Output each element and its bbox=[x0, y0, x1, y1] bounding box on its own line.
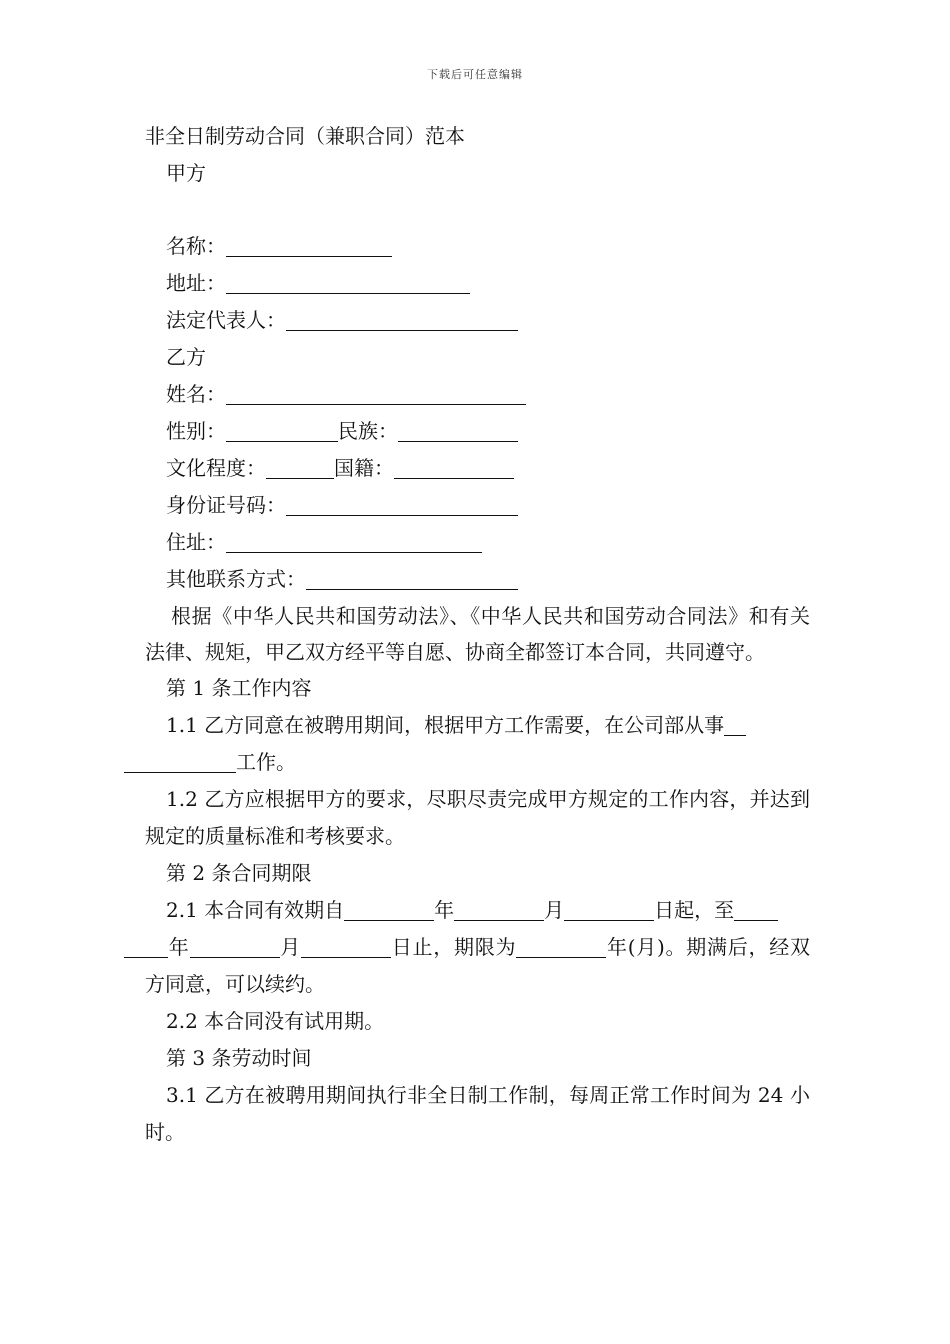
year-label-2: 年 bbox=[168, 935, 190, 959]
party-a-legal-rep-blank[interactable] bbox=[286, 308, 518, 331]
term-blank[interactable] bbox=[516, 935, 606, 958]
article-2-1-paragraph bbox=[145, 892, 810, 1003]
month-label-2: 月 bbox=[279, 935, 301, 959]
party-b-gender-label: 性别： bbox=[166, 419, 226, 443]
party-a-legal-rep-row bbox=[145, 302, 810, 339]
article-1-1-blank-a[interactable] bbox=[724, 713, 746, 736]
end-year-blank-a[interactable] bbox=[734, 898, 778, 921]
article-3-1-paragraph: 3.1 乙方在被聘用期间执行非全日制工作制，每周正常工作时间为 24 小时。 bbox=[145, 1083, 810, 1144]
party-a-name-row bbox=[145, 228, 810, 265]
party-b-id-blank[interactable] bbox=[286, 493, 518, 516]
party-b-contact-label: 其他联系方式： bbox=[166, 567, 306, 591]
party-b-id-label: 身份证号码： bbox=[166, 493, 286, 517]
party-b-education-blank[interactable] bbox=[266, 456, 334, 479]
party-b-id-row bbox=[145, 487, 810, 524]
party-a-address-label: 地址： bbox=[166, 271, 226, 295]
article-2-heading: 第 2 条合同期限 bbox=[166, 861, 312, 885]
article-1-1-suffix: 工作。 bbox=[236, 750, 296, 774]
end-month-blank[interactable] bbox=[190, 935, 280, 958]
party-b-name-blank[interactable] bbox=[226, 382, 526, 405]
start-day-blank[interactable] bbox=[564, 898, 654, 921]
article-1-heading: 第 1 条工作内容 bbox=[166, 676, 312, 700]
article-2-1-text: 2.1 本合同有效期自 bbox=[166, 898, 345, 922]
party-a-heading: 甲方 bbox=[166, 161, 206, 185]
article-2-2-paragraph: 2.2 本合同没有试用期。 bbox=[166, 1009, 385, 1033]
party-a-name-blank[interactable] bbox=[226, 234, 392, 257]
header-note: 下载后可任意编辑 bbox=[427, 68, 523, 81]
party-b-name-row bbox=[145, 376, 810, 413]
party-b-nationality-blank[interactable] bbox=[394, 456, 514, 479]
start-year-blank[interactable] bbox=[344, 898, 434, 921]
party-b-gender-row bbox=[145, 413, 810, 450]
year-label: 年 bbox=[434, 898, 455, 922]
party-b-address-blank[interactable] bbox=[226, 530, 482, 553]
end-year-blank-b[interactable] bbox=[124, 935, 168, 958]
party-a-address-row bbox=[145, 265, 810, 302]
party-b-nationality-label: 国籍： bbox=[334, 456, 394, 480]
party-a-legal-rep-label: 法定代表人： bbox=[166, 308, 286, 332]
article-1-1-paragraph bbox=[145, 707, 810, 781]
party-b-contact-blank[interactable] bbox=[306, 567, 518, 590]
start-month-blank[interactable] bbox=[454, 898, 544, 921]
party-b-address-label: 住址： bbox=[166, 530, 226, 554]
party-b-education-label: 文化程度： bbox=[166, 456, 266, 480]
article-1-1-text: 1.1 乙方同意在被聘用期间，根据甲方工作需要，在公司部从事 bbox=[166, 713, 725, 737]
party-b-name-label: 姓名： bbox=[166, 382, 226, 406]
document-title: 非全日制劳动合同（兼职合同）范本 bbox=[145, 124, 465, 148]
party-b-ethnicity-blank[interactable] bbox=[398, 419, 518, 442]
party-b-gender-blank[interactable] bbox=[226, 419, 338, 442]
article-1-1-blank-b[interactable] bbox=[124, 750, 236, 773]
spacer bbox=[145, 192, 810, 228]
month-label: 月 bbox=[544, 898, 565, 922]
party-a-address-blank[interactable] bbox=[226, 271, 470, 294]
party-b-ethnicity-label: 民族： bbox=[338, 419, 398, 443]
preamble-paragraph: 根据《中华人民共和国劳动法》、《中华人民共和国劳动合同法》和有关法律、规矩，甲乙双方经平等自愿、协商全都签订本合同，共同遵守。 bbox=[145, 604, 810, 664]
term-suffix: 年(月)。期满后，经双方同意，可以续约。 bbox=[145, 935, 811, 996]
article-3-heading: 第 3 条劳动时间 bbox=[166, 1046, 312, 1070]
day-start-label: 日起，至 bbox=[654, 898, 735, 922]
document-body bbox=[145, 118, 810, 1151]
party-b-heading: 乙方 bbox=[166, 345, 206, 369]
party-b-education-row bbox=[145, 450, 810, 487]
party-a-name-label: 名称： bbox=[166, 234, 226, 258]
day-end-label: 日止，期限为 bbox=[391, 935, 517, 959]
end-day-blank[interactable] bbox=[301, 935, 391, 958]
party-b-address-row bbox=[145, 524, 810, 561]
article-1-2-paragraph: 1.2 乙方应根据甲方的要求，尽职尽责完成甲方规定的工作内容，并达到规定的质量标准和考核要求。 bbox=[145, 787, 810, 848]
party-b-contact-row bbox=[145, 561, 810, 598]
